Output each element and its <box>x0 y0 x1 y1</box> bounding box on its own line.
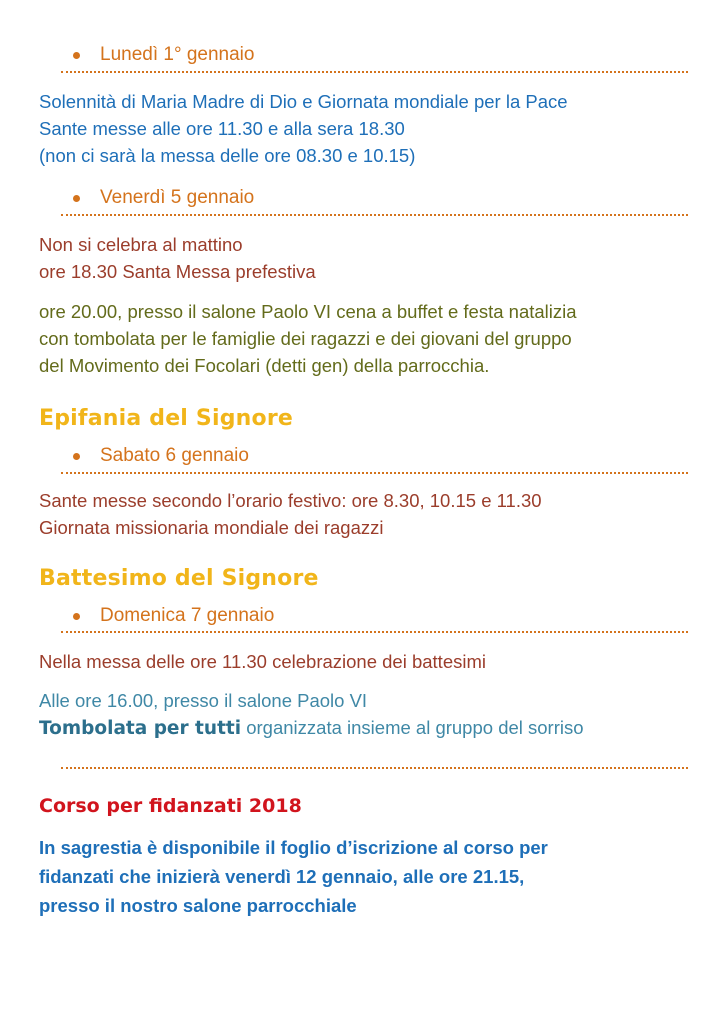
epifania-text: Sante messe secondo l’orario festivo: ore 8.30, 10.15 e 11.30 Giornata missionaria mondiale dei ragazzi <box>39 490 542 538</box>
bullet-jan5-label: Venerdì 5 gennaio <box>100 187 255 208</box>
heading-epifania: Epifania del Signore <box>39 406 293 431</box>
battesimo-text-1: Nella messa delle ore 11.30 celebrazione dei battesimi <box>39 651 486 672</box>
bullet-jan7 <box>73 605 274 627</box>
jan5-text-2: ore 20.00, presso il salone Paolo VI cena a buffet e festa natalizia con tombolata per le famiglie dei ragazzi e dei giovani del gruppo del Movimento dei Focolari (detti gen) della parrocchia. <box>39 301 577 376</box>
bullet-jan1 <box>73 44 254 66</box>
battesimo-text-2 <box>39 687 699 742</box>
bullet-dot-icon <box>73 195 80 202</box>
tombolata-bold: Tombolata per tutti <box>39 718 242 739</box>
battesimo-text-2-line1: Alle ore 16.00, presso il salone Paolo VI <box>39 690 368 711</box>
dotted-divider <box>61 71 688 73</box>
bullet-dot-icon <box>73 52 80 59</box>
bullet-jan6-label: Sabato 6 gennaio <box>100 445 249 466</box>
bullet-jan1-label: Lunedì 1° gennaio <box>100 44 255 65</box>
bullet-dot-icon <box>73 613 80 620</box>
jan1-text: Solennità di Maria Madre di Dio e Giornata mondiale per la Pace Sante messe alle ore 11.30 e alla sera 18.30 (non ci sarà la messa delle ore 08.30 e 10.15) <box>39 91 568 166</box>
dotted-divider <box>61 472 688 474</box>
tombolata-rest: organizzata insieme al gruppo del sorriso <box>241 717 584 738</box>
dotted-divider <box>61 631 688 633</box>
dotted-divider <box>61 214 688 216</box>
jan5-text-1: Non si celebra al mattino ore 18.30 Santa Messa prefestiva <box>39 234 316 282</box>
bullet-jan5 <box>73 187 254 209</box>
bullet-jan7-label: Domenica 7 gennaio <box>100 605 275 626</box>
bullet-jan6 <box>73 445 249 467</box>
heading-battesimo: Battesimo del Signore <box>39 566 319 591</box>
heading-corso: Corso per fidanzati 2018 <box>39 795 302 817</box>
bullet-dot-icon <box>73 453 80 460</box>
corso-text: In sagrestia è disponibile il foglio d’iscrizione al corso per fidanzati che inizierà venerdì 12 gennaio, alle ore 21.15, presso il nostro salone parrocchiale <box>39 837 548 916</box>
dotted-divider <box>61 767 688 769</box>
